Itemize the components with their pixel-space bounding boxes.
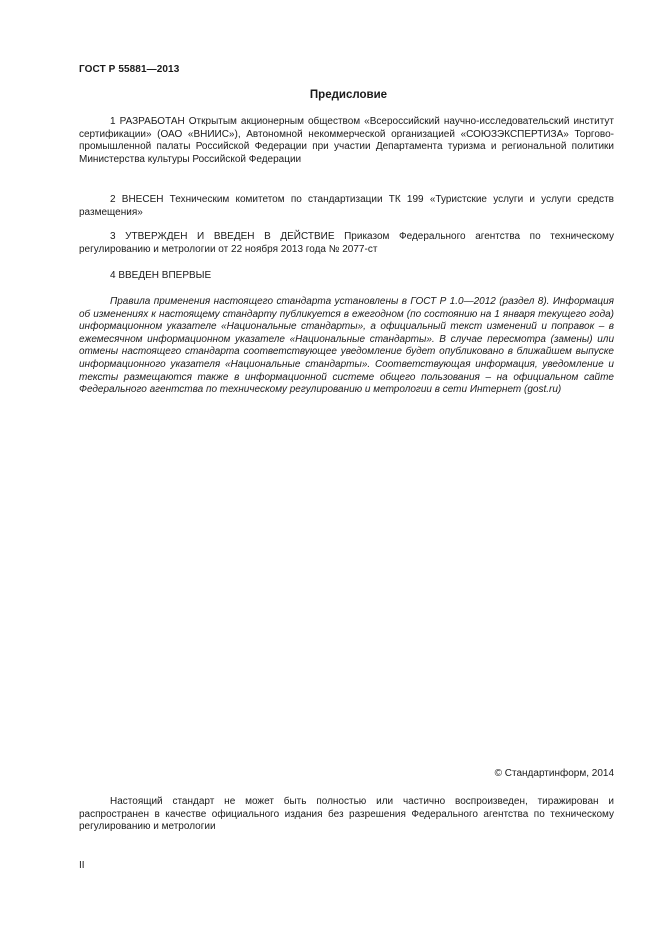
copyright-notice: © Стандартинформ, 2014 <box>494 768 614 779</box>
page-title: Предисловие <box>309 89 388 101</box>
paragraph-first-introduced: 4 ВВЕДЕН ВПЕРВЫЕ <box>110 270 212 281</box>
page-number: II <box>79 860 85 871</box>
paragraph-approved: 3 УТВЕРЖДЕН И ВВЕДЕН В ДЕЙСТВИЕ Приказом Федерального агентства по техническому регулированию и метрологии от 22 ноября 2013 года № 2077-ст <box>79 231 614 255</box>
document-code: ГОСТ Р 55881—2013 <box>79 64 180 75</box>
paragraph-reproduction-notice: Настоящий стандарт не может быть полностью или частично воспроизведен, тиражирован и распространен в качестве официального издания без разрешения Федерального агентства по техническому регулированию и метрологии <box>79 796 614 833</box>
paragraph-application-rules: Правила применения настоящего стандарта установлены в ГОСТ Р 1.0—2012 (раздел 8). Информация об изменениях к настоящему стандарту публикуется в ежегодном (по состоянию на 1 января текущего года) информационном указателе «Национальные стандарты», а официальный текст изменений и поправок – в ежемесячном информационном указателе «Национальные стандарты». В случае пересмотра (замены) или отмены настоящего стандарта соответствующее уведомление будет опубликовано в ближайшем выпуске информационного указателя «Национальные стандарты». Соответствующая информация, уведомление и тексты размещаются также в информационной системе общего пользования – на официальном сайте Федерального агентства по техническому регулированию и метрологии в сети Интернет (gost.ru) <box>79 296 614 396</box>
paragraph-developed-by: 1 РАЗРАБОТАН Открытым акционерным обществом «Всероссийский научно-исследовательский институт сертификации» (ОАО «ВНИИС»), Автономной некоммерческой организацией «СОЮЗЭКСПЕРТИЗА» Торгово-промышленной палаты Российской Федерации при участии Департамента туризма и региональной политики Министерства культуры Российской Федерации <box>79 116 614 165</box>
paragraph-introduced-by: 2 ВНЕСЕН Техническим комитетом по стандартизации ТК 199 «Туристские услуги и услуги средств размещения» <box>79 194 614 218</box>
